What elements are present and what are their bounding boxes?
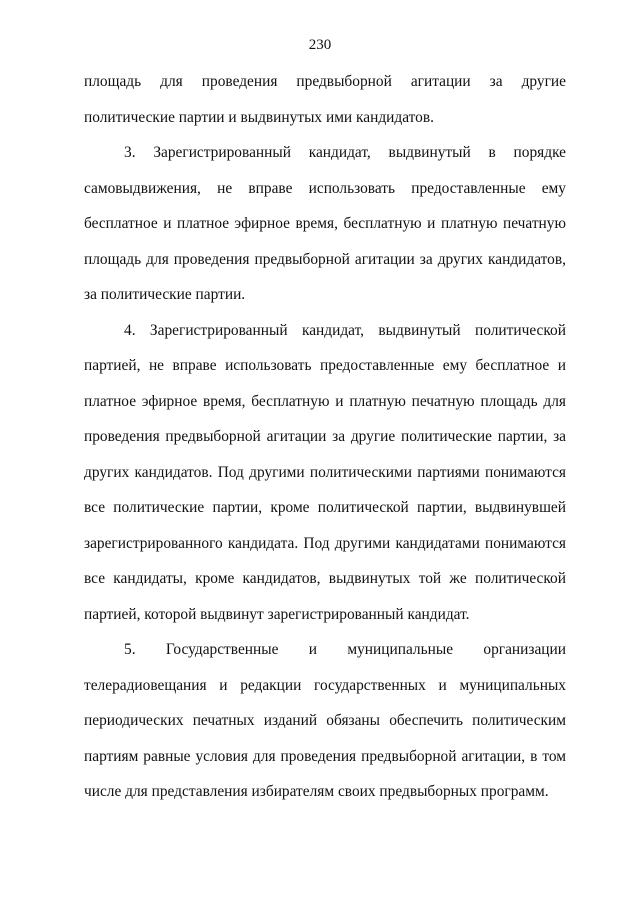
paragraph-item-5: 5. Государственные и муниципальные организации телерадиовещания и редакции государственных и муниципальных периодических печатных изданий обязаны обеспечить политическим партиям равные условия для проведения предвыборной агитации, в том числе для представления избирателям своих предвыборных программ. (84, 641, 566, 800)
paragraph-continuation: площадь для проведения предвыборной агитации за другие политические партии и выдвинутых ими кандидатов. (84, 73, 566, 126)
paragraph-item-3: 3. Зарегистрированный кандидат, выдвинутый в порядке самовыдвижения, не вправе использовать предоставленные ему бесплатное и платное эфирное время, бесплатную и платную печатную площадь для проведения предвыборной агитации за других кандидатов, за политические партии. (84, 144, 566, 303)
page-number: 230 (308, 37, 332, 53)
document-body (84, 64, 566, 810)
paragraph-item-4: 4. Зарегистрированный кандидат, выдвинутый политической партией, не вправе использовать предоставленные ему бесплатное и платное эфирное время, бесплатную и платную печатную площадь для проведения предвыборной агитации за другие политические партии, за других кандидатов. Под другими политическими партиями понимаются все политические партии, кроме политической партии, выдвинувшей зарегистрированного кандидата. Под другими кандидатами понимаются все кандидаты, кроме кандидатов, выдвинутых той же политической партией, которой выдвинут зарегистрированный кандидат. (84, 321, 566, 623)
